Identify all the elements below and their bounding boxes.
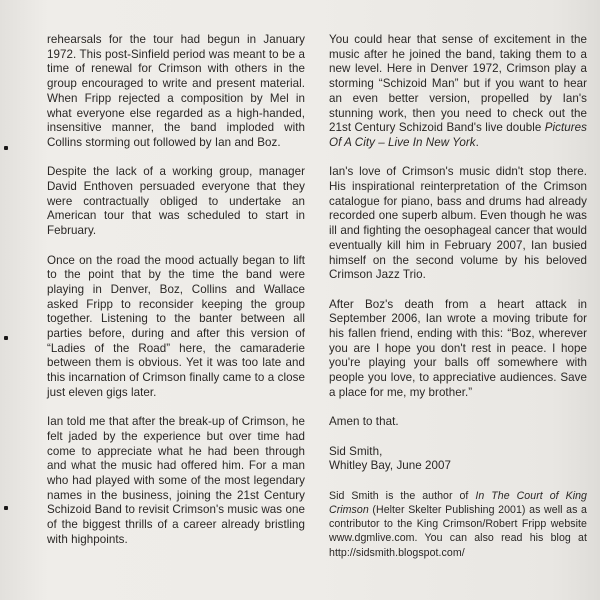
paragraph: Ian told me that after the break-up of Crimson, he felt jaded by the experience but over time had come to appreciate what he had been through and what the music had offered him. For a man who had played with some of the most legendary names in the business, joining the 21st Century Schizoid Band to revisit Crimson's music was one of the biggest thrills of a career already bristling with highpoints. [47,415,305,546]
book-title: In The Court of King Crimson [329,489,587,516]
paragraph: rehearsals for the tour had begun in January 1972. This post-Sinfield period was meant to be a time of renewal for Crimson with others in the group encouraged to write and present material. When Fripp rejected a composition by Mel in what everyone else regarded as a high-handed, insensitive manner, the band imploded with Collins storming out followed by Ian and Boz. [47,33,305,149]
paragraph [329,33,587,151]
paragraph-end: . [475,135,479,149]
bio-text-end: (Helter Skelter Publishing 2001) as well as a contributor to the King Crimson/Robert Fripp website www.dgmlive.com. You can also read his blog at http://sidsmith.blogspot.com/ [329,503,587,559]
album-title: Pictures Of A City – Live In New York [329,121,587,149]
author-bio [329,489,587,560]
right-column [329,33,587,574]
signature-place: Whitley Bay, June 2007 [329,459,452,473]
paragraph: Ian's love of Crimson's music didn't stop there. His inspirational reinterpretation of the Crimson catalogue for piano, bass and drums had already recorded one superb album. Even though he was ill and fighting the oesophageal cancer that would eventually kill him in February 2007, Ian busied himself on the second volume by his beloved Crimson Jazz Trio. [329,165,587,282]
paragraph: Despite the lack of a working group, manager David Enthoven persuaded everyone that they were contractually obliged to undertake an American tour that was scheduled to start in February. [47,165,305,238]
signature-name: Sid Smith, [329,444,383,458]
paragraph: After Boz's death from a heart attack in September 2006, Ian wrote a moving tribute for his fallen friend, ending with this: “Boz, wherever you are I hope you don't rest in peace. I hope you're playing your balls off somewhere with people you love, to appreciative audiences. Save a place for me, my brother.” [329,297,587,399]
binding-mark [4,146,8,150]
bio-text: Sid Smith is the author of [329,489,476,502]
closing-line: Amen to that. [329,415,399,429]
signature [329,445,587,474]
paragraph: Once on the road the mood actually began to lift to the point that by the time the band were playing in Denver, Boz, Collins and Wallace asked Fripp to reconsider keeping the group together. Listening to the banter between all parties before, during and after this version of “Ladies of the Road” here, the camaraderie between them is obvious. Yet it was too late and this incarnation of Crimson finally came to a close just eleven gigs later. [47,253,305,399]
binding-mark [4,336,8,340]
binding-mark [4,506,8,510]
paragraph-text: You could hear that sense of excitement in the music after he joined the band, taking them to a new level. Here in Denver 1972, Crimson play a storming “Schizoid Man” but if you want to hear an even better version, propelled by Ian's stunning work, then you need to check out the 21st Century Schizoid Band's live double [329,33,587,135]
left-column [47,33,305,562]
